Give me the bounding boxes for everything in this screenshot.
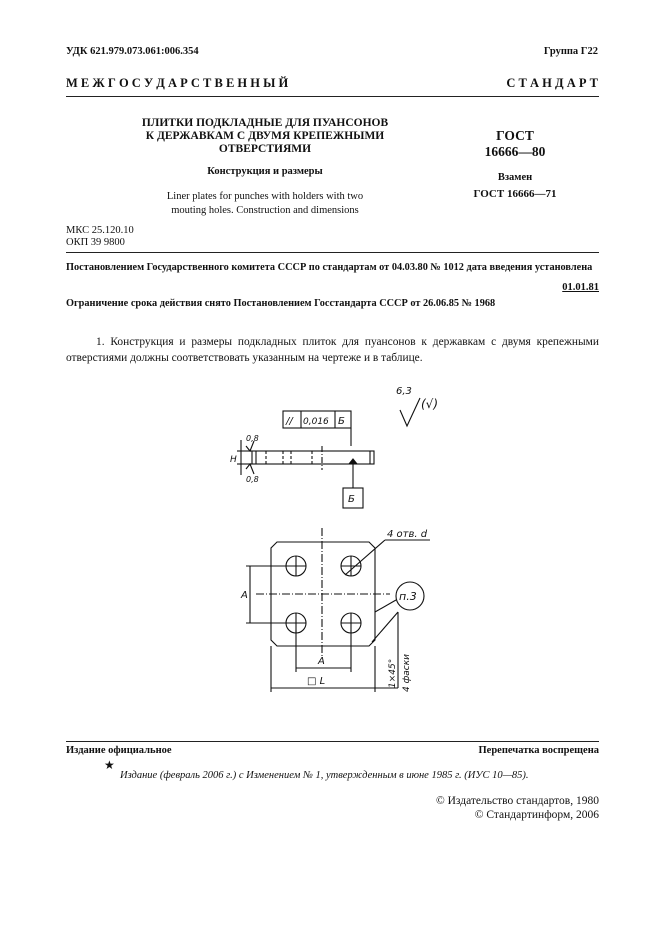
- dim-a-horizontal: A: [318, 656, 325, 667]
- effective-date: 01.01.81: [562, 282, 599, 293]
- side-roughness-bottom: 0,8: [246, 475, 259, 484]
- replaces-standard: ГОСТ 16666—71: [473, 188, 557, 200]
- english-title-line-2: mouting holes. Construction and dimensions: [171, 205, 359, 216]
- thickness-label: H: [230, 455, 237, 465]
- udk-code: УДК 621.979.073.061:006.354: [66, 46, 199, 57]
- document-subtitle: Конструкция и размеры: [207, 166, 323, 177]
- title-line-3: ОТВЕРСТИЯМИ: [218, 143, 312, 155]
- roughness-paren: (√): [421, 397, 439, 411]
- paragraph-1: 1. Конструкция и размеры подкладных плиток для пуансонов к державкам с двумя крепежными отверстиями должны соответствовать указанным на чертеже и в таблице.: [66, 336, 599, 364]
- star-icon: ★: [104, 758, 115, 772]
- copyright-1980: © Издательство стандартов, 1980: [435, 795, 599, 807]
- banner-word-interstate: М Е Ж Г О С У Д А Р С Т В Е Н Н Ы Й: [66, 76, 289, 90]
- title-line-2: К ДЕРЖАВКАМ С ДВУМЯ КРЕПЕЖНЫМИ: [145, 130, 385, 142]
- banner-word-standard: С Т А Н Д А Р Т: [506, 76, 598, 90]
- roughness-check-icon: [400, 398, 420, 426]
- roughness-value: 6,3: [396, 386, 412, 397]
- chamfer-size: 1×45°: [388, 658, 398, 688]
- official-edition: Издание официальное: [66, 745, 172, 756]
- reprint-prohibited: Перепечатка воспрещена: [478, 745, 599, 756]
- edition-note: Издание (февраль 2006 г.) с Изменением № 1, утвержденным в июне 1985 г. (ИУС 10—85).: [120, 770, 529, 781]
- footer-rule: [66, 741, 599, 742]
- tolerance-value: 0,016: [303, 417, 329, 427]
- chamfer-count: 4 фаски: [402, 653, 412, 692]
- mks-code: МКС 25.120.10: [66, 225, 134, 236]
- parallel-symbol: //: [286, 416, 293, 427]
- datum-letter: Б: [338, 416, 345, 427]
- datum-box-letter: Б: [348, 494, 355, 505]
- english-title-line-1: Liner plates for punches with holders with two: [166, 191, 364, 202]
- group-code: Группа Г22: [543, 46, 598, 57]
- dim-a-vertical: A: [241, 590, 248, 601]
- holes-label: 4 отв. d: [387, 529, 428, 540]
- note-ref: п.3: [399, 590, 417, 603]
- decree-text: Постановлением Государственного комитета СССР по стандартам от 04.03.80 № 1012 дата введения установлена: [66, 262, 593, 273]
- copyright-2006: © Стандартинформ, 2006: [474, 809, 599, 821]
- replaces-label: Взамен: [497, 172, 533, 183]
- limit-text: Ограничение срока действия снято Постановлением Госстандарта СССР от 26.06.85 № 1968: [66, 298, 496, 309]
- gost-name: ГОСТ: [496, 128, 534, 143]
- title-line-1: ПЛИТКИ ПОДКЛАДНЫЕ ДЛЯ ПУАНСОНОВ: [141, 117, 389, 129]
- okp-code: ОКП 39 9800: [66, 237, 125, 248]
- side-roughness-top: 0,8: [246, 434, 259, 443]
- gost-number: 16666—80: [484, 144, 546, 159]
- dim-l: □ L: [307, 676, 326, 687]
